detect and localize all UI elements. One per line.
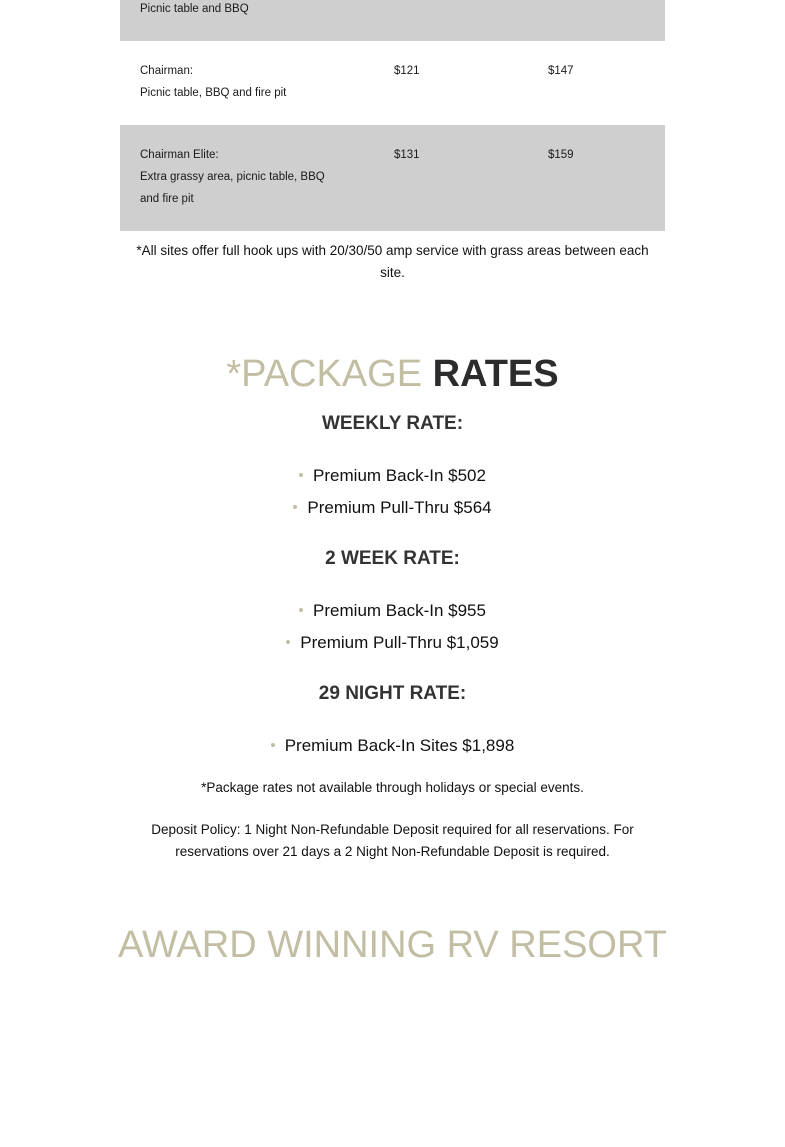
price-cell: $159: [548, 149, 574, 161]
rate-text: Premium Pull-Thru $564: [307, 498, 492, 517]
bullet-icon: [271, 743, 275, 747]
price-cell: $121: [394, 65, 420, 77]
hookup-note: *All sites offer full hook ups with 20/30/50 amp service with grass areas between each site.: [136, 243, 649, 280]
table-row: [120, 125, 665, 231]
table-row: [120, 0, 665, 41]
title-light: *PACKAGE: [226, 353, 423, 395]
bullet-icon: [293, 505, 297, 509]
site-description: [140, 144, 340, 210]
list-item: [0, 464, 785, 488]
site-description: [140, 0, 340, 20]
section-heading: 29 NIGHT RATE:: [318, 683, 467, 704]
title-bold: RATES: [432, 353, 559, 395]
section-heading: 2 WEEK RATE:: [325, 548, 460, 569]
bullet-icon: [286, 640, 290, 644]
package-rates-title: [0, 352, 785, 396]
bullet-icon: [299, 473, 303, 477]
description-line: Picnic table, BBQ and fire pit: [140, 87, 287, 99]
description-line: Picnic table and BBQ: [140, 3, 249, 15]
list-item: [0, 496, 785, 520]
site-type-name: Chairman Elite:: [140, 149, 219, 161]
list-item: [0, 631, 785, 655]
price-cell: $147: [548, 65, 574, 77]
rate-text: Premium Back-In Sites $1,898: [284, 736, 515, 755]
holiday-note: *Package rates not available through holidays or special events.: [201, 780, 584, 795]
rate-text: Premium Back-In $955: [313, 601, 486, 620]
section-heading: WEEKLY RATE:: [321, 413, 464, 434]
table-row: [120, 41, 665, 125]
deposit-policy: Deposit Policy: 1 Night Non-Refundable Deposit required for all reservations. For reservations over 21 days a 2 Night Non-Refundable Deposit is required.: [151, 822, 634, 859]
rate-text: Premium Back-In $502: [313, 466, 486, 485]
bullet-icon: [299, 608, 303, 612]
rates-table: [120, 0, 665, 231]
price-cell: $131: [394, 149, 420, 161]
list-item: [0, 734, 785, 758]
site-description: [140, 60, 340, 104]
description-line: Extra grassy area, picnic table, BBQ: [140, 171, 325, 183]
description-line: and fire pit: [140, 193, 194, 205]
rate-text: Premium Pull-Thru $1,059: [300, 633, 499, 652]
award-title: AWARD WINNING RV RESORT: [118, 924, 667, 966]
list-item: [0, 599, 785, 623]
site-type-name: Chairman:: [140, 65, 194, 77]
